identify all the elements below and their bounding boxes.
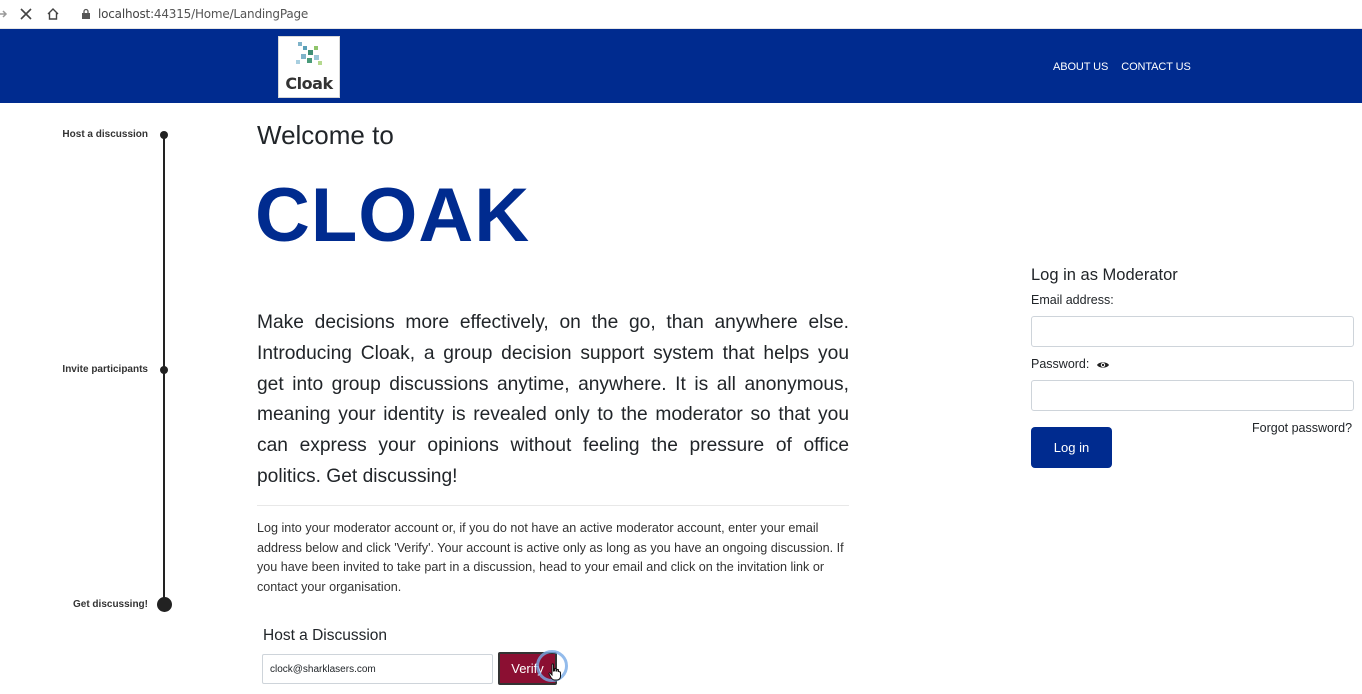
stop-loading-icon[interactable]	[18, 6, 34, 22]
welcome-heading: Welcome to	[257, 120, 394, 150]
intro-paragraph: Make decisions more effectively, on the go, than anywhere else. Introducing Cloak, a group decision support system that helps you get into group discussions anytime, anywhere. It is all anonymous, meaning your identity is revealed only to the moderator so that you can express your opinions without feeling the pressure of office politics. Get discussing!	[257, 312, 849, 487]
nav-about-us[interactable]: ABOUT US	[1053, 61, 1109, 73]
password-field[interactable]	[1031, 380, 1354, 411]
logo[interactable]	[278, 36, 340, 98]
timeline-step-host: Host a discussion	[62, 129, 148, 140]
home-icon[interactable]	[45, 6, 61, 22]
nav-contact-us[interactable]: CONTACT US	[1121, 61, 1191, 73]
login-button[interactable]: Log in	[1031, 427, 1112, 468]
timeline-dot-host	[160, 131, 168, 139]
logo-text: Cloak	[285, 74, 333, 93]
timeline-dot-invite	[160, 366, 168, 374]
eye-icon[interactable]	[1096, 360, 1110, 370]
password-label-row	[1031, 357, 1110, 371]
timeline-step-invite: Invite participants	[62, 364, 148, 375]
logo-mark-icon	[289, 40, 329, 74]
host-email-input[interactable]	[262, 654, 493, 684]
email-label: Email address:	[1031, 293, 1114, 307]
verify-button[interactable]: Verify	[498, 652, 557, 685]
info-paragraph: Log into your moderator account or, if you do not have an active moderator account, enter your email address below and click 'Verify'. Your account is active only as long as you have an ongoing discussion. If you have been invited to take part in a discussion, head to your email and click on the invitation link or contact your organisation.	[257, 521, 844, 594]
url-host: localhost	[98, 7, 151, 21]
timeline-step-discuss: Get discussing!	[72, 599, 148, 610]
site-header	[0, 29, 1362, 103]
brand-title: CLOAK	[255, 173, 531, 258]
forward-icon[interactable]	[0, 6, 10, 22]
lock-icon	[78, 6, 94, 22]
timeline-dot-discuss	[157, 597, 172, 612]
url-path: :44315/Home/LandingPage	[150, 7, 309, 21]
top-nav	[1053, 61, 1191, 73]
browser-toolbar	[0, 0, 1362, 29]
host-discussion-title: Host a Discussion	[263, 627, 388, 644]
email-field[interactable]	[1031, 316, 1354, 347]
login-title: Log in as Moderator	[1031, 266, 1178, 284]
forgot-password-link[interactable]: Forgot password?	[1252, 421, 1353, 435]
divider	[257, 505, 849, 506]
password-label: Password:	[1031, 357, 1090, 371]
address-bar[interactable]	[98, 7, 308, 21]
